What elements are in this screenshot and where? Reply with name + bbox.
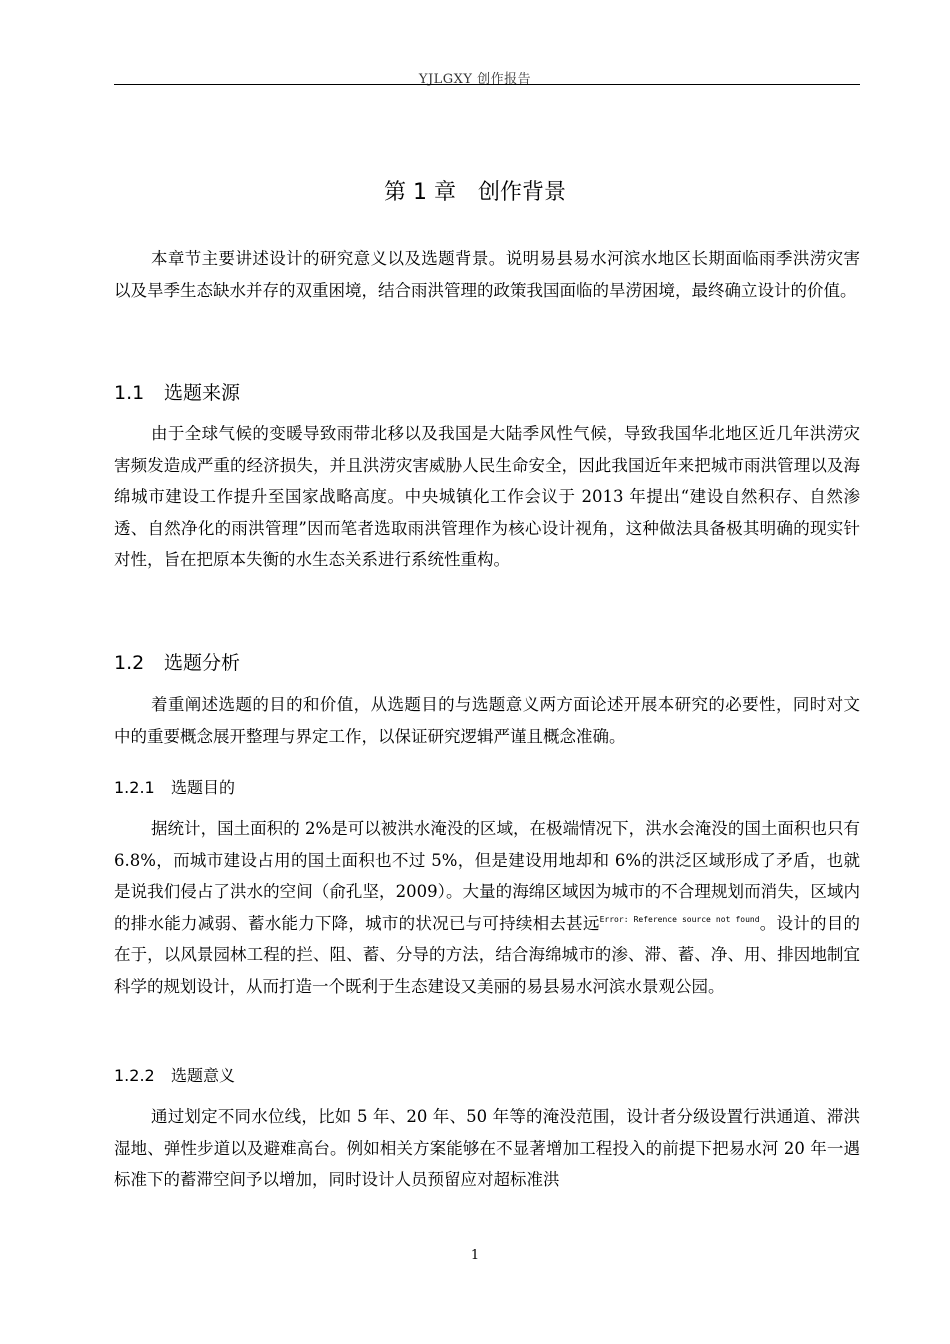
section-number: 1.2.2 — [114, 1066, 155, 1085]
page-number: 1 — [470, 1248, 480, 1263]
chapter-title — [0, 178, 950, 208]
section-1-1-paragraph: 由于全球气候的变暖导致雨带北移以及我国是大陆季风性气候，导致我国华北地区近几年洪涝灾害频发造成严重的经济损失，并且洪涝灾害威胁人民生命安全，因此我国近年来把城市雨洪管理以及海绵城市建设工作提升至国家战略高度。中央城镇化工作会议于 2013 年提出“建设自然积存、自然渗透、自然净化的雨洪管理”因而笔者选取雨洪管理作为核心设计视角，这种做法具备极其明确的现实针对性，旨在把原本失衡的水生态关系进行系统性重构。 — [114, 424, 860, 569]
paragraph-text: 据统计，国土面积的 2%是可以被洪水淹没的区域，在极端情况下，洪水会淹没的国土面积也只有 6.8%，而城市建设占用的国土面积也不过 5%，但是建设用地却和 6%的洪泛区域形成了矛盾，也就是说我们侵占了洪水的空间（俞孔坚，2009）。大量的海绵区域因为城市的不合理规划而消失，区域内的排水能力减弱、蓄水能力下降，城市的状况已与可持续相去甚远 — [114, 819, 860, 933]
section-number: 1.1 — [114, 382, 145, 404]
section-heading-1-2-2 — [114, 1064, 235, 1088]
section-title: 选题目的 — [171, 778, 236, 797]
paragraph-text-continued: 。设计的目的在于，以风景园林工程的拦、阻、蓄、分导的方法，结合海绵城市的渗、滞、蓄、净、用、排因地制宜科学的规划设计，从而打造一个既利于生态建设又美丽的易县易水河滨水景观公园。 — [114, 913, 861, 996]
chapter-name: 创作背景 — [477, 180, 566, 205]
section-number: 1.2 — [114, 652, 145, 674]
running-header: YJLGXY 创作报告 — [418, 72, 532, 87]
chapter-number: 第 1 章 — [384, 180, 456, 205]
section-heading-1-2-1 — [114, 776, 235, 800]
section-1-2-paragraph: 着重阐述选题的目的和价值，从选题目的与选题意义两方面论述开展本研究的必要性，同时对文中的重要概念展开整理与界定工作，以保证研究逻辑严谨且概念准确。 — [114, 695, 860, 746]
reference-error-note: Error: Reference source not found — [599, 914, 760, 924]
intro-paragraph: 本章节主要讲述设计的研究意义以及选题背景。说明易县易水河滨水地区长期面临雨季洪涝灾害以及旱季生态缺水并存的双重困境，结合雨洪管理的政策我国面临的旱涝困境，最终确立设计的价值。 — [114, 249, 860, 300]
section-title: 选题意义 — [171, 1066, 236, 1085]
section-1-2-1-paragraph — [114, 813, 860, 1002]
section-heading-1-2 — [114, 650, 240, 676]
section-1-2-2-paragraph: 通过划定不同水位线，比如 5 年、20 年、50 年等的淹没范围，设计者分级设置行洪通道、滞洪湿地、弹性步道以及避难高台。例如相关方案能够在不显著增加工程投入的前提下把易水河 20 年一遇标准下的蓄滞空间予以增加，同时设计人员预留应对超标准洪 — [114, 1107, 860, 1189]
section-heading-1-1 — [114, 380, 240, 406]
header-divider — [114, 84, 860, 85]
section-number: 1.2.1 — [114, 778, 155, 797]
section-title: 选题来源 — [164, 382, 241, 404]
section-title: 选题分析 — [164, 652, 241, 674]
